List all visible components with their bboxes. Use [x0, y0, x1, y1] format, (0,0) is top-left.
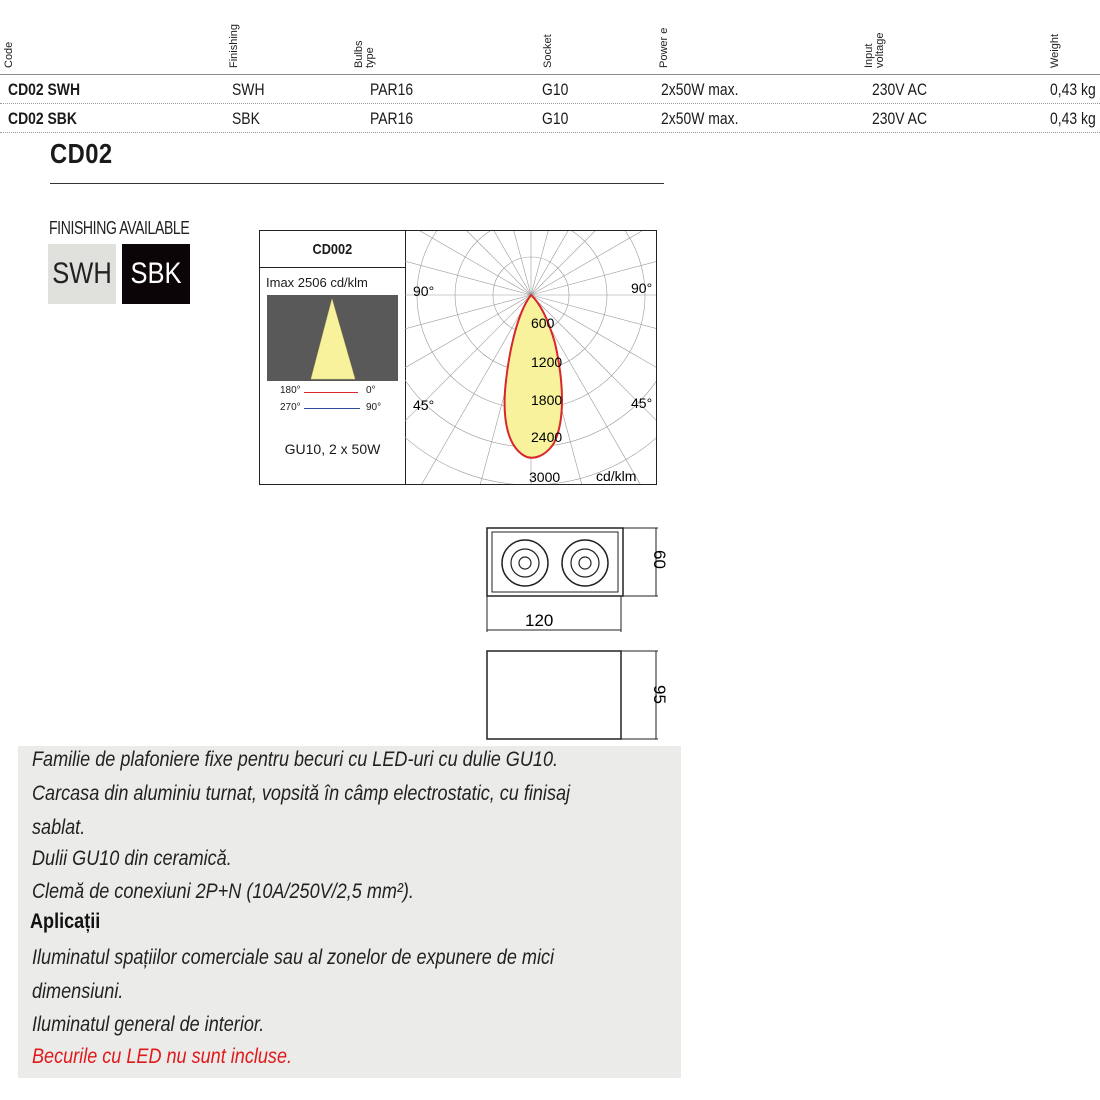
description-line: Carcasa din aluminiu turnat, vopsită în câmp electrostatic, cu finisaj — [32, 782, 571, 805]
description-panel — [18, 746, 681, 1078]
application-line: Iluminatul spațiilor comerciale sau al zonelor de expunere de mici — [32, 946, 555, 969]
legend-c0-right: 0° — [366, 385, 376, 396]
radial-label: 1200 — [531, 354, 563, 370]
swatch-swh-label: SWH — [52, 257, 112, 290]
height-label: 95 — [650, 685, 669, 704]
header-code: Code — [3, 41, 15, 68]
cell-power: 2x50W max. — [661, 109, 739, 128]
legend-c0-left: 180° — [280, 385, 301, 396]
swatch-sbk-label: SBK — [130, 257, 182, 290]
lamp-left-icon — [502, 540, 548, 586]
photometric-info-panel — [260, 231, 406, 484]
radial-label: 1800 — [531, 392, 563, 408]
photometric-diagram — [259, 230, 657, 485]
cell-socket: G10 — [542, 109, 569, 128]
angle-label-right-90: 90° — [631, 280, 653, 296]
cell-voltage: 230V AC — [872, 80, 928, 99]
angle-label-left-45: 45° — [413, 397, 435, 413]
header-bulbs-type: Bulbs type — [353, 40, 376, 68]
application-line: dimensiuni. — [32, 980, 124, 1003]
header-input-voltage: Input voltage — [863, 32, 886, 68]
lamp-right-icon — [562, 540, 608, 586]
legend-c0-line — [304, 392, 358, 393]
table-row — [0, 75, 1100, 104]
side-view — [487, 651, 621, 739]
radial-label: 600 — [531, 315, 555, 331]
polar-spoke — [531, 231, 635, 295]
cell-code: CD02 SBK — [8, 109, 77, 128]
spec-table — [0, 0, 1100, 133]
polar-spoke — [427, 231, 531, 295]
cell-code: CD02 SWH — [8, 80, 81, 99]
description-line: Clemă de conexiuni 2P+N (10A/250V/2,5 mm²). — [32, 880, 414, 903]
angle-label-right-45: 45° — [631, 395, 653, 411]
radial-label: 3000 — [529, 469, 561, 484]
header-power: Power e — [658, 27, 670, 68]
description-line: Dulii GU10 din ceramică. — [32, 847, 232, 870]
beam-preview — [267, 295, 398, 381]
description-line: sablat. — [32, 816, 86, 839]
header-finishing: Finishing — [228, 23, 240, 68]
photometric-name: CD002 — [312, 240, 353, 258]
swatch-swh — [48, 244, 116, 304]
imax-value: Imax 2506 cd/klm — [266, 275, 368, 290]
photometric-name-cell — [260, 231, 405, 268]
product-title: CD02 — [50, 138, 113, 169]
cell-bulbs: PAR16 — [370, 109, 414, 128]
cell-bulbs: PAR16 — [370, 80, 414, 99]
swatch-sbk — [122, 244, 190, 304]
cell-finishing: SBK — [232, 109, 260, 128]
spec-table-header — [0, 0, 1100, 75]
description-line: Familie de plafoniere fixe pentru becuri cu LED-uri cu dulie GU10. — [32, 748, 559, 771]
cell-weight: 0,43 kg — [1050, 109, 1096, 128]
title-divider — [50, 183, 664, 184]
cell-voltage: 230V AC — [872, 109, 928, 128]
bulbs-not-included-note: Becurile cu LED nu sunt incluse. — [32, 1045, 293, 1068]
beam-cone-icon — [267, 295, 398, 381]
angle-label-left-90: 90° — [413, 283, 435, 299]
applications-heading: Aplicații — [30, 910, 101, 933]
depth-label: 60 — [650, 550, 669, 569]
unit-label: cd/klm — [596, 468, 637, 484]
legend-c90-left: 270° — [280, 402, 301, 413]
lamp-spec: GU10, 2 x 50W — [284, 441, 381, 457]
cell-power: 2x50W max. — [661, 80, 739, 99]
polar-chart — [405, 231, 656, 484]
cell-socket: G10 — [542, 80, 569, 99]
table-row — [0, 104, 1100, 133]
finishing-label: FINISHING AVAILABLE — [49, 218, 190, 238]
radial-label: 2400 — [531, 429, 563, 445]
legend-c90-right: 90° — [366, 402, 382, 413]
legend-c90-line — [304, 408, 360, 409]
cell-finishing: SWH — [232, 80, 265, 99]
dimension-drawings — [480, 520, 670, 745]
header-weight: Weight — [1049, 33, 1061, 68]
width-label: 120 — [525, 611, 554, 630]
cell-weight: 0,43 kg — [1050, 80, 1096, 99]
application-line: Iluminatul general de interior. — [32, 1013, 265, 1036]
header-socket: Socket — [542, 34, 554, 68]
